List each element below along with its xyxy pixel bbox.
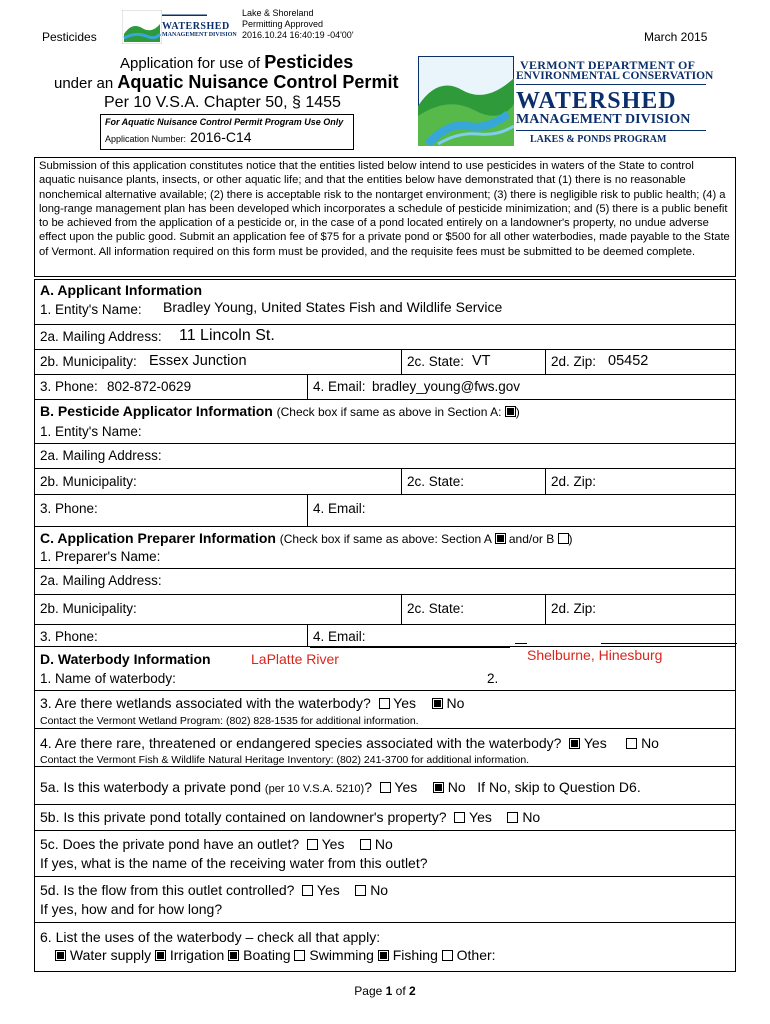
- sec-c-name-row: [35, 526, 735, 569]
- q3-text: 3. Are there wetlands associated with the waterbody?: [40, 695, 371, 711]
- stamp-line-3: 2016.10.24 16:40:19 -04'00': [242, 30, 354, 40]
- q5b-row: [35, 804, 735, 831]
- footer-page: 1: [385, 984, 393, 998]
- use-other-checkbox[interactable]: [442, 950, 453, 961]
- title-line-1: [120, 52, 353, 73]
- sec-c-phone-label: 3. Phone:: [40, 629, 98, 644]
- dec-logo-line-5: LAKES & PONDS PROGRAM: [530, 134, 667, 145]
- dec-logo-line-2: ENVIRONMENTAL CONSERVATION: [516, 70, 714, 82]
- q5b-line: [40, 809, 540, 825]
- q5c-row: [35, 830, 735, 877]
- q5c-text: 5c. Does the private pond have an outlet?: [40, 836, 300, 852]
- dec-logo-divider-2: [516, 130, 706, 131]
- sec-b-mail-label: 2a. Mailing Address:: [40, 448, 162, 463]
- q4-no-label: No: [641, 735, 659, 751]
- q4-yes-label: Yes: [583, 735, 607, 751]
- application-form: [34, 279, 736, 972]
- sec-d-divider-left: [310, 647, 510, 648]
- sec-b-zip-cell: [545, 469, 597, 495]
- sec-c-mail-label: 2a. Mailing Address:: [40, 573, 162, 588]
- sec-c-muni-row: [35, 594, 735, 625]
- stamp-line-1: Lake & Shoreland: [242, 8, 314, 18]
- q5d-line: [40, 882, 388, 898]
- q5a-no-label: No: [447, 779, 466, 795]
- q5a-skip: If No, skip to Question D6.: [477, 779, 641, 795]
- sec-c-heading: C. Application Preparer Information: [40, 530, 276, 546]
- sec-c-zip-cell: [545, 595, 597, 625]
- sec-b-entity-label: 1. Entity's Name:: [40, 424, 142, 439]
- sec-b-note-pre: (Check box if same as above in Section A:: [276, 405, 505, 419]
- q5d-yes-label: Yes: [316, 882, 340, 898]
- sec-a-muni-input[interactable]: Essex Junction: [149, 353, 247, 369]
- program-use-box: [100, 114, 354, 150]
- q5d-yes-checkbox[interactable]: [302, 885, 313, 896]
- q5a-ref: (per 10 V.S.A. 5210): [264, 783, 365, 795]
- mini-logo-subtitle: MANAGEMENT DIVISION: [162, 32, 237, 38]
- dec-logo-graphic: [418, 56, 514, 146]
- sec-c-email-label: 4. Email:: [313, 629, 366, 644]
- use-water-supply-checkbox[interactable]: [55, 950, 66, 961]
- q5a-text: 5a. Is this waterbody a private pond: [40, 779, 265, 795]
- sec-c-state-label: 2c. State:: [407, 601, 465, 616]
- sec-d-name-row: [35, 646, 735, 691]
- sec-a-email-label: 4. Email:: [313, 379, 366, 394]
- application-number: [105, 129, 349, 145]
- use-swimming-checkbox[interactable]: [294, 950, 305, 961]
- q4-no-checkbox[interactable]: [626, 738, 637, 749]
- sec-b-state-cell: [401, 469, 465, 495]
- mini-logo-header: ▬▬▬▬▬▬▬▬▬: [162, 12, 207, 18]
- sec-b-heading: B. Pesticide Applicator Information: [40, 403, 273, 419]
- dec-logo-line-1: VERMONT DEPARTMENT OF: [520, 58, 696, 72]
- sec-b-same-checkbox[interactable]: [505, 406, 516, 417]
- sec-a-entity-input[interactable]: Bradley Young, United States Fish and Wildlife Service: [163, 299, 503, 315]
- use-irrigation-label: Irrigation: [169, 947, 225, 963]
- q3-contact: Contact the Vermont Wetland Program: (802) 828-1535 for additional information.: [40, 715, 419, 727]
- sec-a-state-label: 2c. State:: [407, 354, 465, 369]
- q5d-no-checkbox[interactable]: [355, 885, 366, 896]
- q5c-yes-label: Yes: [321, 836, 345, 852]
- q6-text: 6. List the uses of the waterbody – check all that apply:: [40, 929, 381, 945]
- sec-a-heading: A. Applicant Information: [40, 282, 203, 298]
- sec-d-divider-right: [601, 643, 737, 644]
- title-line-1-bold: Pesticides: [264, 52, 354, 72]
- sec-a-zip-input[interactable]: 05452: [608, 353, 649, 369]
- sec-a-phone-label: 3. Phone:: [40, 379, 98, 394]
- sec-d-town-label: 2.: [487, 671, 499, 686]
- sec-b-state-label: 2c. State:: [407, 474, 465, 489]
- sec-b-muni-label: 2b. Municipality:: [40, 474, 137, 489]
- watershed-landscape-icon: [418, 56, 514, 146]
- q5a-yes-label: Yes: [394, 779, 418, 795]
- q5a-yes-checkbox[interactable]: [380, 782, 391, 793]
- sec-b-heading-line: [40, 403, 520, 419]
- sec-b-phone-label: 3. Phone:: [40, 501, 98, 516]
- sec-a-entity-row: [35, 280, 735, 324]
- sec-a-mail-label: 2a. Mailing Address:: [40, 329, 162, 344]
- q4-contact: Contact the Vermont Fish & Wildlife Natural Heritage Inventory: (802) 241-3700 for additional information.: [40, 754, 530, 766]
- title-line-1-pre: Application for use of: [120, 55, 265, 72]
- sec-a-mail-row: [35, 324, 735, 350]
- use-boating-checkbox[interactable]: [228, 950, 239, 961]
- q4-row: [35, 728, 735, 767]
- title-line-2-bold: Aquatic Nuisance Control Permit: [117, 72, 399, 92]
- sec-a-phone-row: [35, 374, 735, 400]
- use-water-supply-label: Water supply: [69, 947, 152, 963]
- sec-c-note-pre: (Check box if same as above: Section A: [279, 532, 495, 546]
- stamp-line-2: Permitting Approved: [242, 19, 324, 29]
- q4-text: 4. Are there rare, threatened or endangered species associated with the waterbody?: [40, 735, 562, 751]
- sec-b-phone-row: [35, 494, 735, 527]
- header-date: March 2015: [644, 30, 708, 44]
- q5c-sub: If yes, what is the name of the receiving water from this outlet?: [40, 855, 428, 871]
- sec-c-same-a-checkbox[interactable]: [495, 533, 506, 544]
- q6-row: [35, 922, 735, 973]
- sec-c-mail-row: [35, 568, 735, 595]
- sec-d-waterbody-name-label: 1. Name of waterbody:: [40, 671, 176, 686]
- sec-a-phone-input[interactable]: 802-872-0629: [107, 379, 192, 394]
- sec-b-muni-row: [35, 468, 735, 495]
- use-fishing-label: Fishing: [392, 947, 438, 963]
- q5b-no-checkbox[interactable]: [507, 812, 518, 823]
- sec-b-zip-label: 2d. Zip:: [551, 474, 597, 489]
- q5a-no-checkbox[interactable]: [433, 782, 444, 793]
- header-left-label: Pesticides: [42, 30, 97, 44]
- q5b-text: 5b. Is this private pond totally contained on landowner's property?: [40, 809, 447, 825]
- sec-c-name-label: 1. Preparer's Name:: [40, 549, 161, 564]
- sec-b-note-post: ): [515, 405, 520, 419]
- sec-b-entity-row: [35, 399, 735, 444]
- sec-a-state-input[interactable]: VT: [472, 353, 491, 369]
- q5d-no-label: No: [370, 882, 389, 898]
- q3-no-label: No: [446, 695, 465, 711]
- watershed-mini-icon: [122, 10, 162, 44]
- sec-a-zip-cell: [545, 350, 649, 375]
- approval-stamp-text: [242, 8, 354, 41]
- q5c-no-label: No: [374, 836, 393, 852]
- sec-a-email-cell: [307, 375, 521, 400]
- sec-d-heading: D. Waterbody Information: [40, 651, 211, 667]
- program-use-label: For Aquatic Nuisance Control Permit Program Use Only: [105, 117, 344, 127]
- mini-logo-title: WATERSHED: [162, 21, 230, 32]
- title-line-3: Per 10 V.S.A. Chapter 50, § 1455: [104, 94, 341, 111]
- sec-d-waterbody-name-input[interactable]: LaPlatte River: [251, 651, 339, 667]
- application-number-value: 2016-C14: [190, 129, 252, 145]
- sec-c-note-post: ): [568, 532, 573, 546]
- q5b-no-label: No: [522, 809, 541, 825]
- q6-uses: [55, 947, 496, 963]
- sec-a-muni-label: 2b. Municipality:: [40, 354, 137, 369]
- title-line-2-pre: under an: [54, 75, 118, 92]
- sec-b-mail-row: [35, 443, 735, 469]
- q4-yes-checkbox[interactable]: [569, 738, 580, 749]
- use-other-label: Other:: [456, 947, 496, 963]
- q5c-yes-checkbox[interactable]: [307, 839, 318, 850]
- sec-d-dash: [515, 643, 527, 644]
- use-irrigation-checkbox[interactable]: [155, 950, 166, 961]
- q5a-post: ?: [364, 779, 372, 795]
- title-line-2: [54, 72, 398, 93]
- sec-c-state-cell: [401, 595, 465, 625]
- q5d-row: [35, 876, 735, 923]
- sec-b-email-label: 4. Email:: [313, 501, 366, 516]
- q5c-line: [40, 836, 393, 852]
- sec-c-heading-line: [40, 530, 573, 546]
- use-swimming-label: Swimming: [309, 947, 374, 963]
- sec-a-mail-input[interactable]: 11 Lincoln St.: [179, 327, 275, 344]
- sec-c-email-cell: [307, 625, 366, 647]
- q3-yes-checkbox[interactable]: [379, 698, 390, 709]
- q5b-yes-label: Yes: [469, 809, 492, 825]
- sec-c-zip-label: 2d. Zip:: [551, 601, 597, 616]
- use-fishing-checkbox[interactable]: [378, 950, 389, 961]
- sec-a-email-input[interactable]: bradley_young@fws.gov: [372, 379, 521, 394]
- sec-a-zip-label: 2d. Zip:: [551, 354, 597, 369]
- sec-c-muni-label: 2b. Municipality:: [40, 601, 137, 616]
- q4-line: [40, 735, 659, 751]
- dec-logo-divider: [516, 84, 706, 85]
- q5d-sub: If yes, how and for how long?: [40, 901, 223, 917]
- q5c-no-checkbox[interactable]: [360, 839, 371, 850]
- page-footer: [0, 984, 770, 998]
- dec-logo-line-4: MANAGEMENT DIVISION: [516, 112, 691, 127]
- q5b-yes-checkbox[interactable]: [454, 812, 465, 823]
- sec-a-entity-label: 1. Entity's Name:: [40, 302, 142, 317]
- application-number-label: Application Number:: [105, 134, 187, 144]
- sec-a-state-cell: [401, 350, 491, 375]
- intro-paragraph: Submission of this application constitutes notice that the entities listed below intend to use pesticides in waters of the State to control aquatic nuisance plants, insects, or other aquatic life; and that the entities below have demonstrated that (1) there is no reasonable nonchemical alternative available; (2) there is acceptable risk to the nontarget environment; (3) there is negligible risk to public health; (4) a long-range management plan has been developed which incorporates a schedule of pesticide minimization; and (5) there is a public benefit to be achieved from the application of a pesticide or, in the case of a pond located entirely on a landowner's property, no undue adverse effect upon the public good. Submit an application fee of $75 for a private pond or $500 for all other waterbodies, made payable to the State of Vermont. All information required on this form must be provided, and the requisite fees must be submitted to be deemed complete.: [34, 157, 736, 277]
- q3-no-checkbox[interactable]: [432, 698, 443, 709]
- footer-pre: Page: [354, 984, 386, 998]
- sec-a-muni-row: [35, 349, 735, 375]
- footer-total: 2: [409, 984, 416, 998]
- q3-yes-label: Yes: [393, 695, 417, 711]
- sec-b-email-cell: [307, 495, 366, 527]
- q5a-row: [35, 766, 735, 805]
- q3-row: [35, 690, 735, 729]
- sec-d-town-input[interactable]: Shelburne, Hinesburg: [527, 647, 663, 663]
- q3-line: [40, 695, 464, 711]
- q5d-text: 5d. Is the flow from this outlet controlled?: [40, 882, 295, 898]
- q5a-line: [40, 779, 641, 795]
- sec-c-same-b-checkbox[interactable]: [558, 533, 569, 544]
- dec-logo-line-3: WATERSHED: [516, 88, 677, 114]
- sec-c-note-mid: and/or B: [505, 532, 558, 546]
- use-boating-label: Boating: [243, 947, 291, 963]
- approval-stamp-logo: [122, 10, 238, 46]
- footer-mid: of: [392, 984, 410, 998]
